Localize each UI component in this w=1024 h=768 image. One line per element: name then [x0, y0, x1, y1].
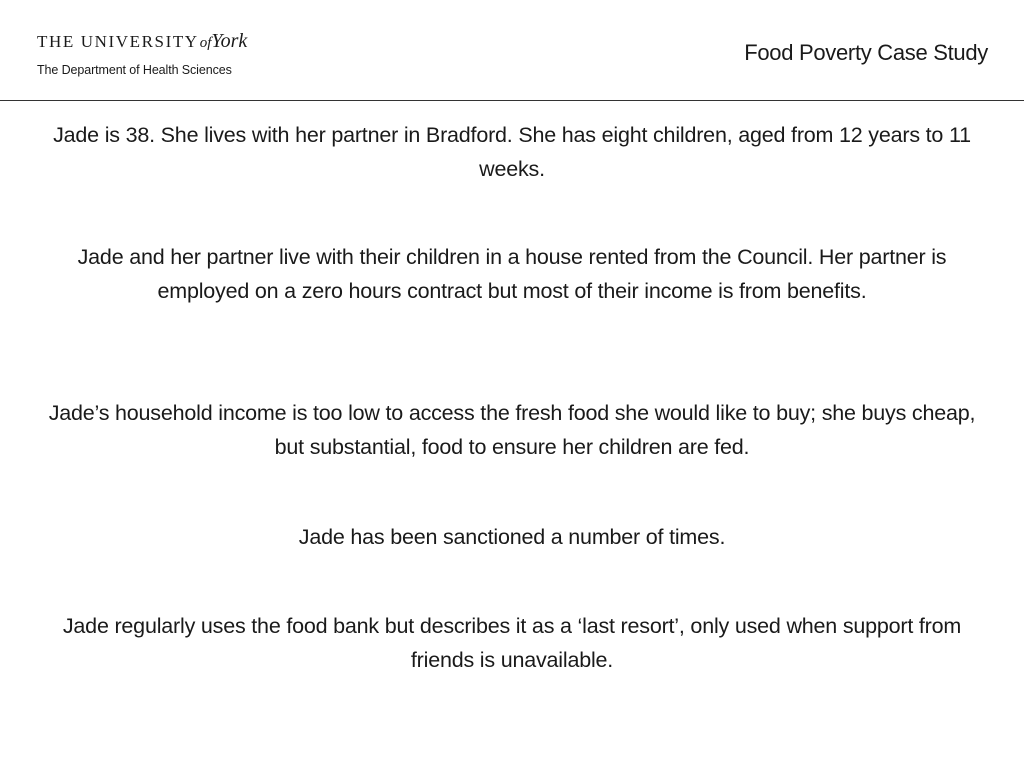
slide-title: Food Poverty Case Study	[744, 40, 988, 65]
paragraph-housing-income: Jade and her partner live with their children in a house rented from the Council. Her partner is employed on a zero hours contract but most of their income is from benefits.	[77, 245, 947, 303]
logo-wordmark	[37, 30, 247, 54]
paragraph-sanctions: Jade has been sanctioned a number of times.	[298, 525, 726, 549]
university-logo	[37, 30, 247, 77]
logo-department-text: The Department of Health Sciences	[37, 63, 232, 77]
paragraph-food-access: Jade’s household income is too low to access the fresh food she would like to buy; she buys cheap, but substantial, food to ensure her children are fed.	[48, 401, 976, 459]
logo-of-text: of	[199, 35, 212, 51]
slide-header	[0, 0, 1024, 101]
paragraph-food-bank: Jade regularly uses the food bank but describes it as a ‘last resort’, only used when support from friends is unavailable.	[62, 614, 962, 672]
logo-university-text: THE UNIVERSITY	[37, 32, 199, 51]
paragraph-age-family: Jade is 38. She lives with her partner in Bradford. She has eight children, aged from 12 years to 11 weeks.	[53, 123, 971, 181]
logo-york-text: York	[211, 30, 248, 52]
